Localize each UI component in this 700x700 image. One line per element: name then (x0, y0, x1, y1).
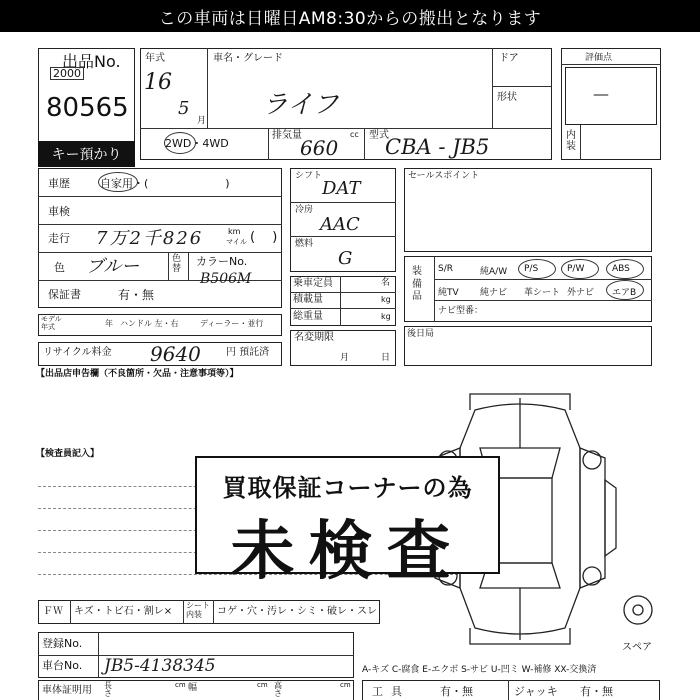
key-held-label: キー預かり (38, 141, 135, 167)
recycle-label: リサイクル料金 (43, 347, 112, 358)
mileage-label: 走行 (48, 232, 70, 245)
fuel-label: 燃料 (295, 239, 314, 249)
shift-value: DAT (322, 178, 361, 199)
history-label: 車歴 (48, 177, 70, 190)
load-label: 積載量 (293, 294, 323, 305)
equipment-item: 純ナビ (480, 288, 508, 298)
cert-length: 長さ (104, 681, 112, 698)
dealer-options: ディーラー・並行 (200, 319, 264, 328)
fuel-value: G (338, 248, 353, 269)
rating-value: — (593, 84, 609, 103)
equipment-circle (606, 259, 644, 279)
displacement-unit: cc (350, 130, 359, 139)
fw-label: ＦＷ (43, 606, 63, 617)
seat-label: シート内装 (186, 601, 210, 619)
rating-label: 評価点 (585, 53, 613, 63)
persons-unit: 名 (381, 278, 391, 288)
equipment-item: エアB (612, 288, 637, 298)
cert-width: 幅 (188, 683, 198, 693)
color-code-label: カラーNo. (196, 255, 248, 268)
month-unit: 月 (197, 116, 207, 126)
color-change-label: 色替 (172, 254, 182, 274)
equipment-item: 外ナビ (567, 288, 595, 298)
registration-label: 登録No. (42, 637, 83, 650)
door-label: ドア (499, 53, 519, 64)
aircon-label: 冷房 (295, 205, 314, 215)
inspection-label: 車検 (48, 205, 70, 218)
equipment-item: 純A/W (480, 267, 508, 277)
history-options: 自家用・( ) (100, 177, 230, 190)
chassis-value: JB5-4138345 (104, 656, 216, 676)
mileage-value: 7万2千826 (96, 228, 204, 249)
jack-options: 有・無 (580, 685, 613, 698)
rating-value-box (565, 67, 657, 125)
equipment-item: 革シート (524, 288, 561, 298)
stain-codes: コゲ・穴・汚レ・シミ・破レ・スレ (217, 606, 377, 617)
tools-label: 工具 (372, 685, 410, 698)
mileage-unit-km: km (228, 227, 241, 236)
equipment-item: 純TV (438, 288, 459, 298)
stamp-reason: 買取保証コーナーの為 (222, 474, 473, 502)
lot-label: 出品No. (62, 52, 121, 71)
mileage-unit-mile: マイル (226, 238, 247, 246)
interior-label: 内装 (566, 130, 576, 152)
equipment-circle (561, 259, 599, 279)
inspector-label: 【検査員記入】 (36, 449, 100, 459)
model-type-label: 型式 (369, 130, 389, 141)
drive-type: 2WD・4WD (165, 137, 229, 150)
cert-width-unit: cm (257, 681, 268, 689)
color-value: ブルー (86, 256, 140, 277)
aircon-value: AAC (320, 214, 360, 235)
declaration-label: 【出品店申告欄（不良箇所・欠品・注意事項等）】 (36, 369, 239, 379)
weight-unit: kg (381, 312, 391, 321)
equipment-label: 装備品 (412, 266, 422, 302)
sales-point-label: セールスポイント (408, 171, 480, 181)
lot-year-code: 2000 (50, 67, 84, 80)
cert-length-unit: cm (175, 681, 186, 689)
persons-label: 乗車定員 (293, 278, 333, 289)
year-label: 年式 (145, 53, 165, 64)
name-change-day: 日 (381, 353, 391, 363)
navi-model-label: ナビ型番： (438, 306, 484, 316)
year-value: 16 (144, 70, 172, 95)
equipment-item: P/S (524, 264, 539, 274)
equipment-item: P/W (567, 264, 585, 274)
model-year-unit: 年 (105, 319, 113, 328)
notice-banner: この車両は日曜日AM8:30からの搬出となります (0, 0, 700, 32)
mileage-paren: ( ) (250, 230, 278, 245)
cert-height-unit: cm (340, 681, 351, 689)
equipment-item: S/R (438, 264, 453, 274)
stamp-unchecked: 未検査 (230, 515, 465, 589)
recycle-value: 9640 (150, 342, 201, 366)
color-label: 色 (54, 261, 65, 274)
warranty-label: 保証書 (48, 288, 81, 301)
car-name-value: ライフ (262, 90, 339, 120)
displacement-label: 排気量 (272, 130, 302, 141)
color-code-value: B506M (200, 271, 252, 287)
model-type-value: CBA - JB5 (385, 135, 490, 159)
equipment-item: ABS (612, 264, 630, 274)
recycle-unit: 円 預託済 (226, 347, 270, 358)
load-unit: kg (381, 295, 391, 304)
equipment-circle (606, 280, 644, 300)
damage-codes: キズ・トビ石・割レ× (74, 606, 173, 617)
handle-options: ハンドル 左・右 (120, 319, 179, 328)
jack-label: ジャッキ (514, 685, 558, 698)
cert-height: 高さ (274, 681, 282, 698)
shift-label: シフト (295, 171, 323, 181)
lot-number: 80565 (46, 93, 129, 123)
name-change-month: 月 (340, 353, 350, 363)
private-use-circle (98, 172, 138, 192)
cert-label: 車体証明用 (42, 685, 92, 696)
unchecked-stamp (195, 456, 500, 589)
spare-label: スペア (622, 642, 652, 653)
weight-label: 総重量 (293, 311, 323, 322)
month-value: 5 (178, 98, 190, 119)
model-year-label: モデル年式 (41, 315, 62, 331)
displacement-value: 660 (300, 136, 339, 160)
warranty-options: 有・無 (118, 288, 155, 302)
after-label: 後日局 (407, 329, 435, 339)
chassis-label: 車台No. (42, 659, 83, 672)
after-registration-box (404, 326, 652, 366)
equipment-circle (518, 259, 556, 279)
name-change-label: 名変期限 (294, 332, 334, 343)
shape-label: 形状 (497, 92, 517, 103)
tools-options: 有・無 (440, 685, 473, 698)
drive-2wd-circle (164, 132, 196, 154)
damage-legend: A-キズ C-腐食 E-エクボ S-サビ U-凹ミ W-補修 XX-交換済 (362, 665, 597, 675)
car-name-label: 車名・グレード (213, 53, 283, 64)
